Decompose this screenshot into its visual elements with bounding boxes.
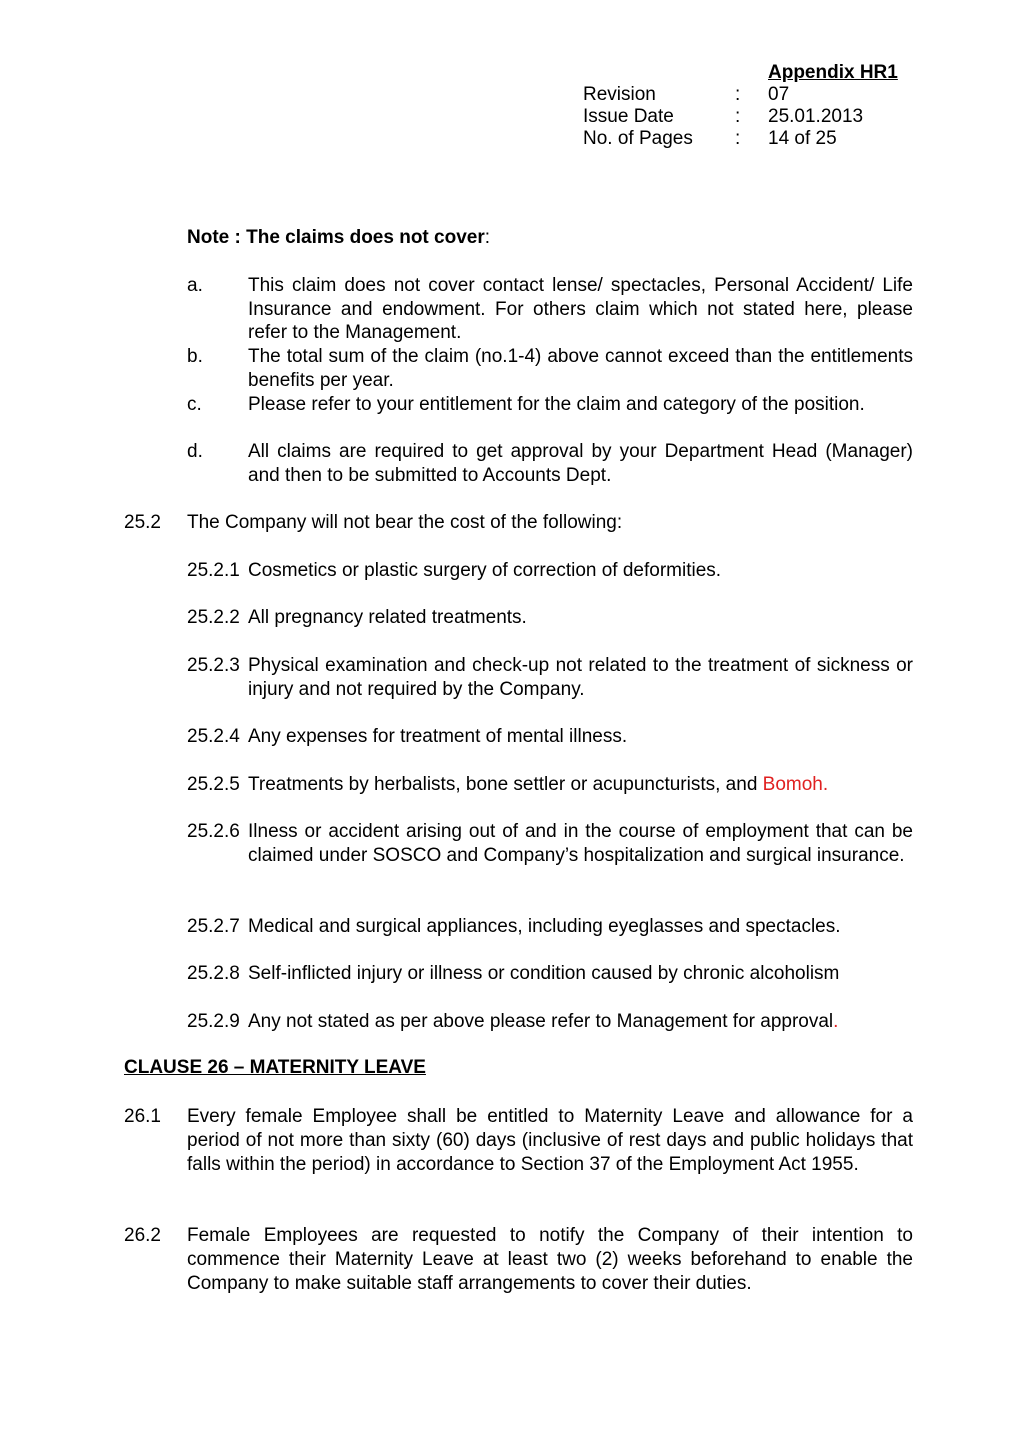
clause-item-text: Every female Employee shall be entitled to Maternity Leave and allowance for a period of not more than sixty (60) days (inclusive of rest days and public holidays that falls within the period) in accordance to Section 37 of the Employment Act 1955. <box>187 1106 913 1175</box>
note-item-letter: d. <box>187 441 203 462</box>
exclusion-text: Any expenses for treatment of mental illness. <box>248 726 628 747</box>
clause-item-text: Female Employees are requested to notify the Company of their intention to commence their Maternity Leave at least two (2) weeks beforehand to enable the Company to make suitable staff arrangements to cover their duties. <box>187 1225 913 1294</box>
note-item-text: Please refer to your entitlement for the claim and category of the position. <box>248 394 865 415</box>
exclusion-text: Self-inflicted injury or illness or condition caused by chronic alcoholism <box>248 963 840 984</box>
header-value: 14 of 25 <box>768 128 837 149</box>
header-row-revision <box>583 84 923 106</box>
note-item-text: The total sum of the claim (no.1-4) above cannot exceed than the entitlements benefits per year. <box>248 346 913 391</box>
note-item-text: All claims are required to get approval by your Department Head (Manager) and then to be submitted to Accounts Dept. <box>248 441 913 486</box>
exclusion-number: 25.2.1 <box>187 560 240 581</box>
note-item-text: This claim does not cover contact lense/ spectacles, Personal Accident/ Life Insurance and endowment. For others claim which not stated here, please refer to the Management. <box>248 275 913 344</box>
header-row-issue-date <box>583 106 923 128</box>
section-text: The Company will not bear the cost of the following: <box>187 512 623 533</box>
header-colon: : <box>735 128 741 149</box>
exclusion-text-highlight: Bomoh. <box>762 774 829 795</box>
exclusion-text <box>248 1010 913 1034</box>
clause-item-number: 26.2 <box>124 1225 161 1246</box>
exclusion-number: 25.2.5 <box>187 774 240 795</box>
exclusion-text: All pregnancy related treatments. <box>248 607 527 628</box>
exclusion-number: 25.2.3 <box>187 655 240 676</box>
exclusion-text: Ilness or accident arising out of and in the course of employment that can be claimed under SOSCO and Company’s hospitalization and surgical insurance. <box>248 821 913 866</box>
exclusion-number: 25.2.7 <box>187 916 240 937</box>
exclusion-text: Physical examination and check-up not related to the treatment of sickness or injury and not required by the Company. <box>248 655 913 700</box>
exclusion-text <box>248 773 913 797</box>
clause-item-number: 26.1 <box>124 1106 161 1127</box>
note-item-letter: c. <box>187 394 202 415</box>
header-label: Issue Date <box>583 106 674 127</box>
header-row-pages <box>583 128 923 150</box>
header-label: No. of Pages <box>583 128 693 149</box>
exclusion-text: Cosmetics or plastic surgery of correction of deformities. <box>248 560 722 581</box>
section-number: 25.2 <box>124 512 161 533</box>
header-value: 25.01.2013 <box>768 106 864 127</box>
note-item-letter: a. <box>187 275 203 296</box>
header-colon: : <box>735 106 741 127</box>
exclusion-text: Medical and surgical appliances, including eyeglasses and spectacles. <box>248 916 841 937</box>
appendix-title: Appendix HR1 <box>768 62 898 83</box>
note-title-text: Note : The claims does not cover <box>187 227 485 248</box>
note-title-colon: : <box>484 227 491 248</box>
exclusion-number: 25.2.2 <box>187 607 240 628</box>
note-title <box>187 226 490 250</box>
clause-title: CLAUSE 26 – MATERNITY LEAVE <box>124 1057 426 1078</box>
header-colon: : <box>735 84 741 105</box>
exclusion-number: 25.2.4 <box>187 726 240 747</box>
note-item-letter: b. <box>187 346 203 367</box>
exclusion-text-main: Treatments by herbalists, bone settler or acupuncturists, and <box>248 774 763 795</box>
exclusion-number: 25.2.6 <box>187 821 240 842</box>
header-label: Revision <box>583 84 656 105</box>
exclusion-text-highlight: . <box>833 1011 839 1032</box>
exclusion-text-main: Any not stated as per above please refer to Management for approval <box>248 1011 834 1032</box>
exclusion-number: 25.2.9 <box>187 1011 240 1032</box>
exclusion-number: 25.2.8 <box>187 963 240 984</box>
header-value: 07 <box>768 84 790 105</box>
